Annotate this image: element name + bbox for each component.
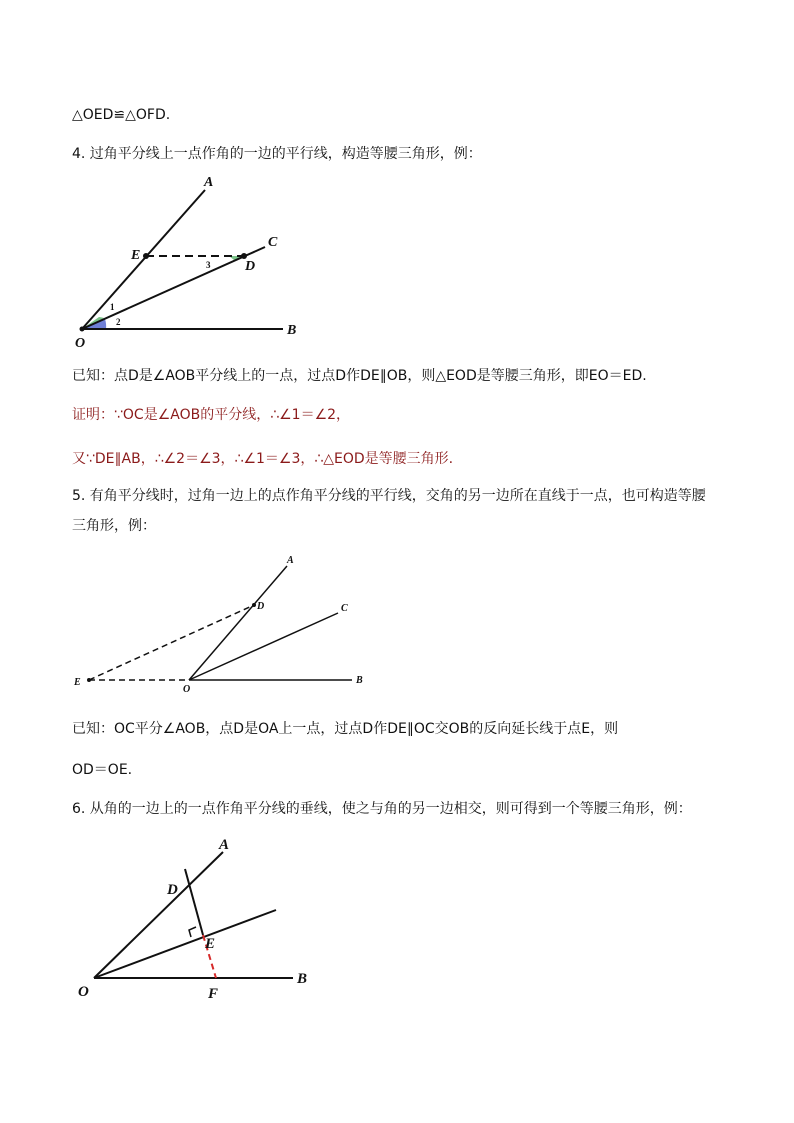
- label-D: D: [257, 601, 265, 612]
- item6-heading: 6. 从角的一边上的一点作角平分线的垂线，使之与角的另一边相交，则可得到一个等腰三角形，例：: [72, 801, 692, 817]
- point-E: [143, 253, 149, 259]
- item5-given-line2: OD＝OE.: [72, 762, 133, 778]
- label-O: O: [183, 684, 191, 695]
- label-D: D: [167, 882, 178, 898]
- label-B: B: [297, 971, 308, 987]
- point-E: [87, 678, 91, 682]
- ray-OC: [82, 247, 265, 329]
- figure-5: [73, 555, 363, 695]
- point-O: [80, 327, 85, 332]
- segment-DE: [185, 869, 203, 935]
- label-O: O: [75, 336, 86, 351]
- label-F: F: [208, 986, 219, 1002]
- item4-given: 已知：点D是∠AOB平分线上的一点，过点D作DE∥OB，则△EOD是等腰三角形，即EO＝ED.: [72, 368, 647, 384]
- label-A: A: [204, 175, 214, 190]
- label-angle-2: 2: [116, 317, 121, 327]
- item5-given-line1: 已知：OC平分∠AOB，点D是OA上一点，过点D作DE∥OC交OB的反向延长线于点E，则: [72, 721, 619, 737]
- label-angle-3: 3: [206, 260, 211, 270]
- text-congruence-conclusion: △OED≌△OFD.: [72, 107, 171, 123]
- figure-6: [78, 837, 307, 1002]
- label-O: O: [78, 984, 89, 1000]
- label-A: A: [287, 555, 294, 566]
- label-E: E: [205, 936, 216, 952]
- item5-heading-line2: 三角形，例：: [72, 518, 156, 534]
- item4-proof-line2: 又∵DE∥AB，∴∠2＝∠3，∴∠1＝∠3，∴△EOD是等腰三角形.: [72, 451, 454, 467]
- item4-heading: 4. 过角平分线上一点作角的一边的平行线，构造等腰三角形，例：: [72, 146, 482, 162]
- right-angle-marker: [189, 927, 196, 937]
- ray-OC: [189, 613, 338, 680]
- label-E: E: [131, 248, 141, 263]
- ray-OA: [189, 566, 287, 680]
- ray-bisector: [94, 910, 276, 978]
- item4-proof-line1: 证明：∵OC是∠AOB的平分线，∴∠1＝∠2，: [72, 407, 351, 423]
- label-E: E: [74, 677, 81, 688]
- point-D: [252, 603, 256, 607]
- ray-OA: [94, 852, 223, 978]
- label-D: D: [245, 259, 256, 274]
- label-A: A: [219, 837, 230, 853]
- label-C: C: [268, 235, 278, 250]
- label-B: B: [287, 323, 297, 338]
- label-angle-1: 1: [110, 302, 115, 312]
- segment-ED-dashed: [89, 605, 254, 680]
- ray-OA: [82, 190, 205, 329]
- label-B: B: [356, 675, 363, 686]
- item5-heading-line1: 5. 有角平分线时，过角一边上的点作角平分线的平行线，交角的另一边所在直线于一点，也可构造等腰: [72, 488, 706, 504]
- label-C: C: [341, 603, 348, 614]
- figure-4: [75, 175, 296, 351]
